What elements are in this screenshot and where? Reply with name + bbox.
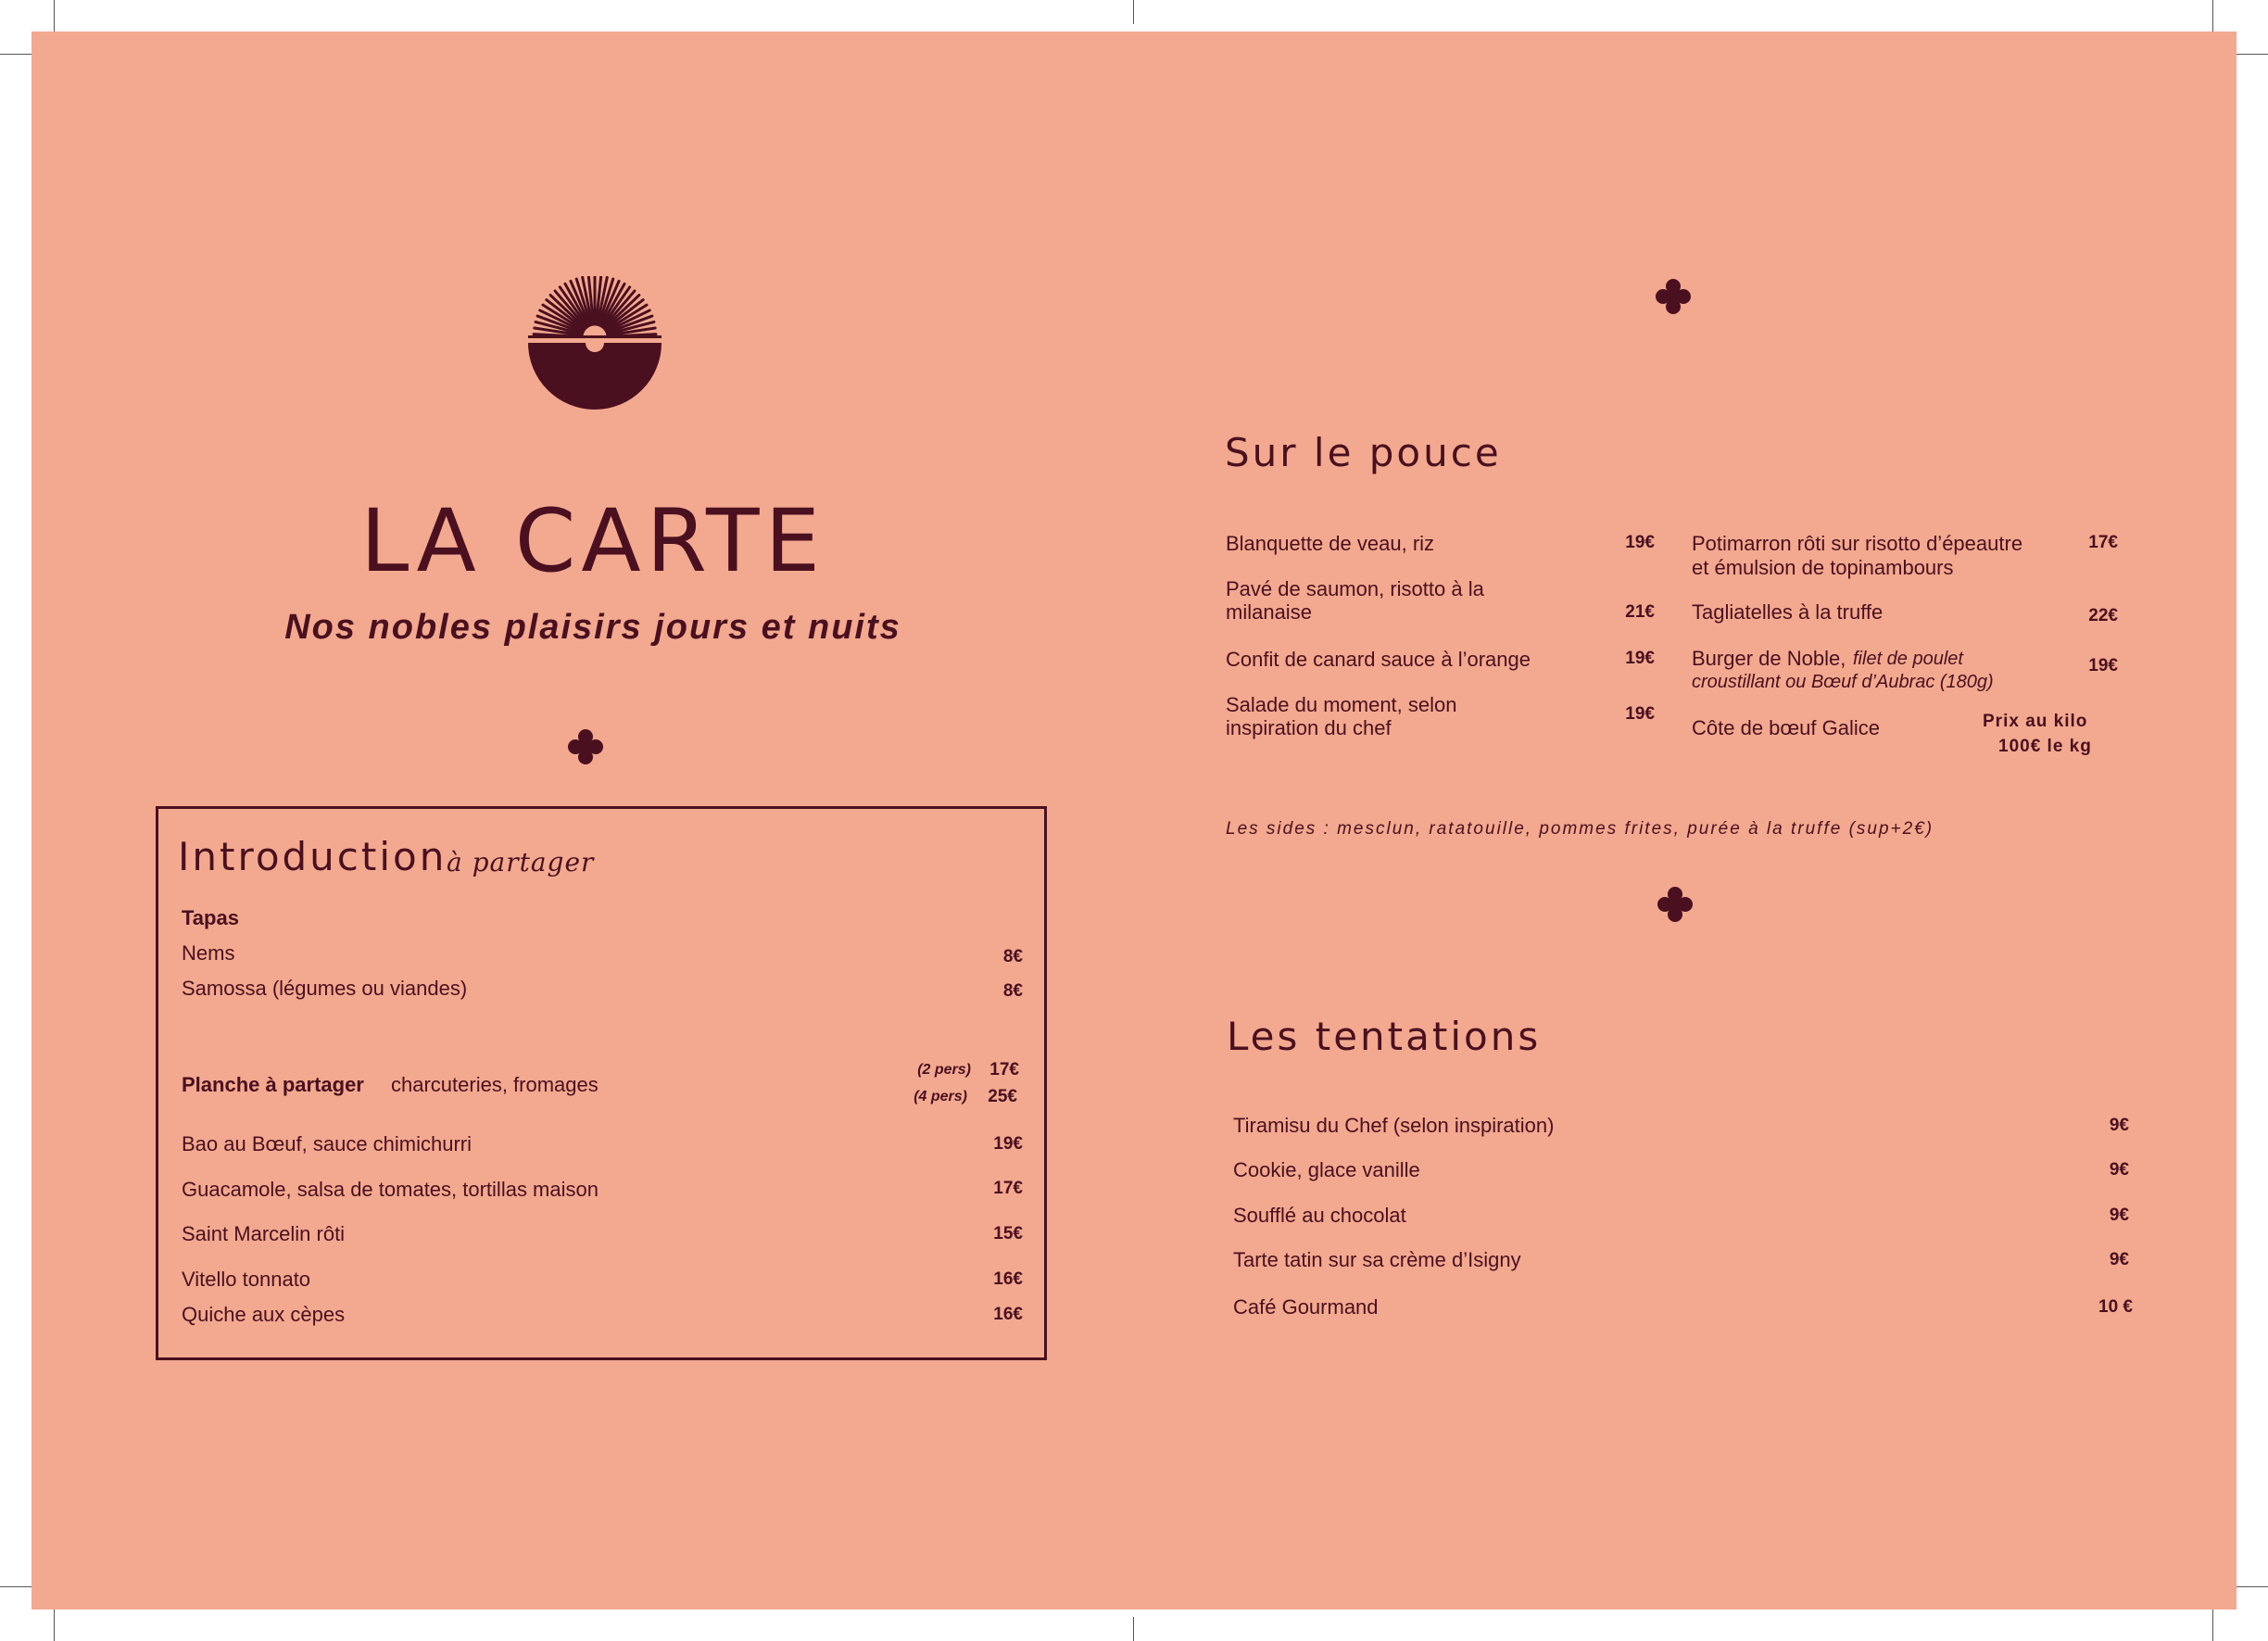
- menu-item-price: 21€: [1625, 602, 1655, 622]
- menu-item-name: Samossa (légumes ou viandes): [182, 977, 468, 1000]
- menu-item-price: 19€: [1625, 649, 1655, 668]
- menu-item-name: Tarte tatin sur sa crème d’Isigny: [1233, 1248, 1521, 1271]
- introduction-subheading: à partager: [447, 847, 595, 877]
- sides-note: Les sides : mesclun, ratatouille, pommes frites, purée à la truffe (sup+2€): [1226, 819, 1934, 839]
- tentations-heading: Les tentations: [1227, 1014, 1542, 1059]
- page-subtitle: Nos nobles plaisirs jours et nuits: [284, 608, 901, 647]
- menu-item-name: Tiramisu du Chef (selon inspiration): [1233, 1114, 1555, 1137]
- menu-item-price: Prix au kilo: [1983, 712, 2088, 731]
- menu-item-price: 22€: [2088, 606, 2118, 625]
- menu-item-name: Nems: [182, 941, 235, 965]
- menu-item-price: 9€: [2109, 1116, 2129, 1135]
- menu-item-price: 16€: [993, 1305, 1023, 1324]
- crop-mark: [0, 54, 32, 55]
- menu-item-name-continued: et émulsion de topinambours: [1692, 556, 1954, 579]
- menu-item-name: Vitello tonnato: [182, 1268, 311, 1291]
- menu-item-price: 16€: [993, 1269, 1023, 1289]
- crop-mark: [54, 0, 55, 32]
- menu-item-name: Tagliatelles à la truffe: [1692, 600, 1884, 624]
- crop-mark: [54, 1609, 55, 1641]
- menu-item-name: Potimarron rôti sur risotto d’épeautre: [1692, 532, 2023, 555]
- menu-item-price: 19€: [2088, 656, 2118, 675]
- planche-detail: charcuteries, fromages: [391, 1073, 598, 1096]
- menu-item-price: 19€: [1625, 704, 1655, 724]
- menu-item-price: 9€: [2109, 1250, 2129, 1269]
- planche-name: Planche à partager: [182, 1073, 364, 1096]
- planche-option-price: 17€: [989, 1060, 1019, 1079]
- menu-item-detail: filet de poulet: [1853, 649, 1963, 669]
- menu-item-price: 8€: [1002, 981, 1023, 1001]
- quatrefoil-icon: [1655, 278, 1692, 315]
- quatrefoil-icon: [567, 728, 604, 765]
- menu-item-name: Côte de bœuf Galice: [1692, 716, 1880, 739]
- introduction-heading: Introduction: [178, 834, 447, 879]
- menu-item-name: Bao au Bœuf, sauce chimichurri: [182, 1132, 472, 1155]
- crop-mark: [2212, 1609, 2213, 1641]
- planche-option-price: 25€: [988, 1087, 1017, 1106]
- menu-item-name: Saint Marcelin rôti: [182, 1222, 346, 1245]
- menu-item-name: Burger de Noble,: [1692, 647, 1846, 670]
- menu-item-price: 15€: [993, 1224, 1023, 1243]
- menu-item-price: 8€: [1002, 947, 1023, 966]
- menu-item-name: Quiche aux cèpes: [182, 1303, 346, 1326]
- menu-item-price: 19€: [1625, 533, 1655, 552]
- quatrefoil-icon: [1657, 886, 1694, 923]
- menu-item-price: 19€: [993, 1134, 1023, 1154]
- crop-mark: [0, 1586, 32, 1587]
- crop-mark: [1133, 0, 1134, 24]
- menu-item-price: 10 €: [2098, 1297, 2133, 1317]
- crop-mark: [2236, 1586, 2268, 1587]
- menu-item-name: Salade du moment, selon: [1226, 693, 1457, 716]
- crop-mark: [2236, 54, 2268, 55]
- page-title: LA CARTE: [360, 491, 825, 592]
- crop-mark: [1133, 1617, 1134, 1641]
- menu-item-name: Cookie, glace vanille: [1233, 1158, 1420, 1181]
- menu-item-name: Pavé de saumon, risotto à la: [1226, 577, 1484, 600]
- sun-logo-icon: [528, 276, 662, 410]
- menu-item-price: 17€: [993, 1179, 1023, 1198]
- tapas-label: Tapas: [182, 906, 239, 929]
- menu-item-name: Soufflé au chocolat: [1233, 1204, 1406, 1227]
- menu-item-name: Guacamole, salsa de tomates, tortillas maison: [182, 1178, 598, 1201]
- planche-option-label: (4 pers): [914, 1089, 967, 1105]
- menu-item-price: 9€: [2109, 1206, 2129, 1225]
- menu-item-name-continued: inspiration du chef: [1226, 716, 1392, 739]
- menu-item-name-continued: milanaise: [1226, 600, 1312, 624]
- menu-item-name: Confit de canard sauce à l’orange: [1226, 648, 1531, 671]
- menu-item-name: Blanquette de veau, riz: [1226, 532, 1435, 555]
- menu-item-price: 9€: [2109, 1160, 2129, 1180]
- sur-le-pouce-heading: Sur le pouce: [1225, 430, 1502, 475]
- menu-item-name: Café Gourmand: [1233, 1295, 1379, 1319]
- crop-mark: [2212, 0, 2213, 32]
- menu-item-price: 100€ le kg: [1998, 737, 2092, 756]
- planche-option-label: (2 pers): [917, 1062, 971, 1078]
- menu-item-price: 17€: [2088, 533, 2118, 552]
- menu-item-detail: croustillant ou Bœuf d’Aubrac (180g): [1692, 672, 1994, 692]
